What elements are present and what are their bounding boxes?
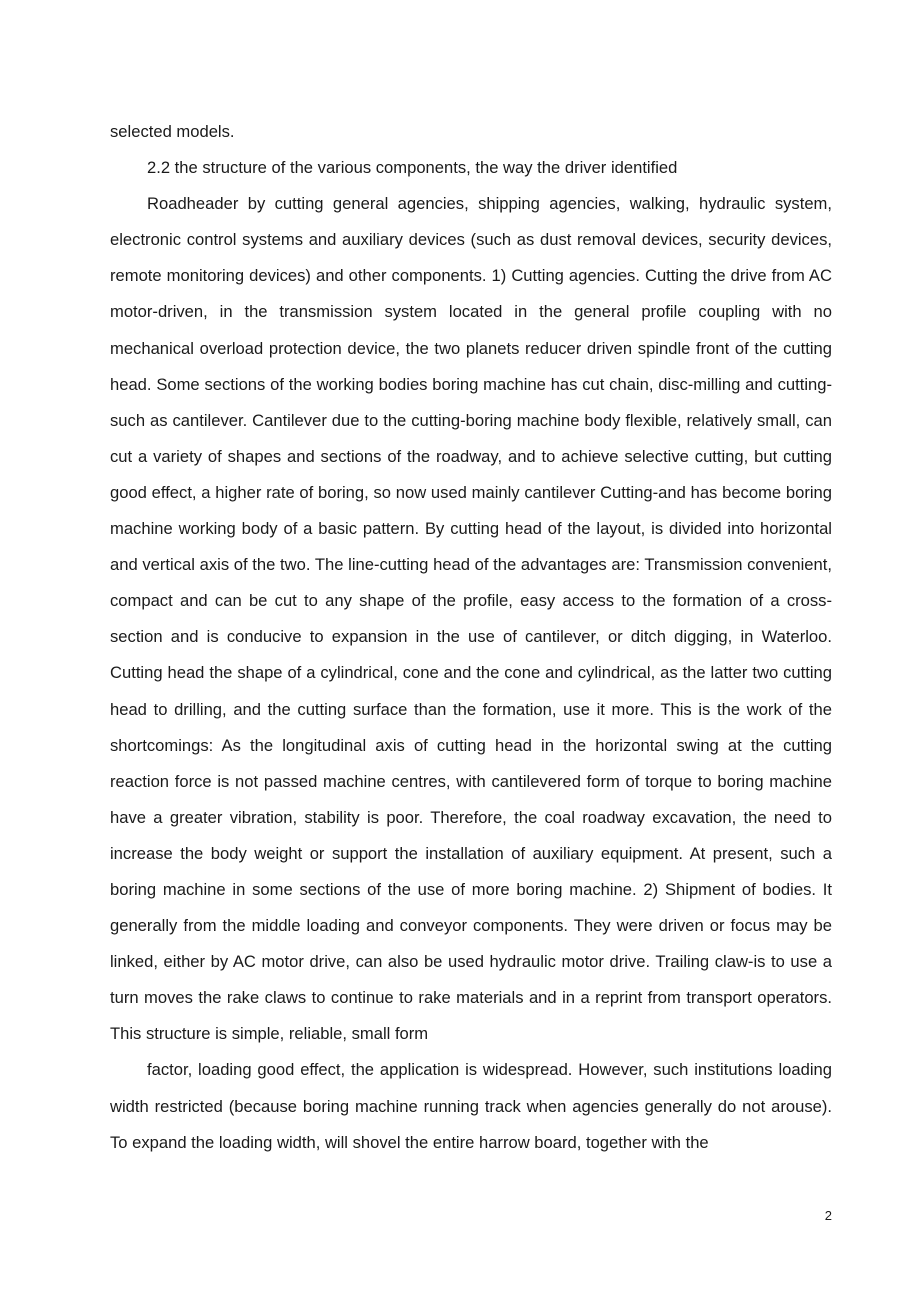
paragraph-continuation: selected models. [110, 122, 235, 141]
body-text [110, 114, 832, 1161]
paragraph-components: Roadheader by cutting general agencies, shipping agencies, walking, hydraulic system, electronic control systems and auxiliary devices (such as dust removal devices, security devices, remote monitoring devices) and other components. 1) Cutting agencies. Cutting the drive from AC motor-driven, in the transmission system located in the general profile coupling with no mechanical overload protection device, the two planets reducer driven spindle front of the cutting head. Some sections of the working bodies boring machine has cut chain, disc-milling and cutting-such as cantilever. Cantilever due to the cutting-boring machine body flexible, relatively small, can cut a variety of shapes and sections of the roadway, and to achieve selective cutting, but cutting good effect, a higher rate of boring, so now used mainly cantilever Cutting-and has become boring machine working body of a basic pattern. By cutting head of the layout, is divided into horizontal and vertical axis of the two. The line-cutting head of the advantages are: Transmission convenient, compact and can be cut to any shape of the profile, easy access to the formation of a cross-section and is conducive to expansion in the use of cantilever, or ditch digging, in Waterloo. Cutting head the shape of a cylindrical, cone and the cone and cylindrical, as the latter two cutting head to drilling, and the cutting surface than the formation, use it more. This is the work of the shortcomings: As the longitudinal axis of cutting head in the horizontal swing at the cutting reaction force is not passed machine centres, with cantilevered form of torque to boring machine have a greater vibration, stability is poor. Therefore, the coal roadway excavation, the need to increase the body weight or support the installation of auxiliary equipment. At present, such a boring machine in some sections of the use of more boring machine. 2) Shipment of bodies. It generally from the middle loading and conveyor components. They were driven or focus may be linked, either by AC motor drive, can also be used hydraulic motor drive. Trailing claw-is to use a turn moves the rake claws to continue to rake materials and in a reprint from transport operators. This structure is simple, reliable, small form [110, 194, 832, 1044]
page-number: 2 [824, 1208, 832, 1223]
section-heading: 2.2 the structure of the various components, the way the driver identified [147, 158, 678, 178]
paragraph-loading: factor, loading good effect, the application is widespread. However, such institutions loading width restricted (because boring machine running track when agencies generally do not arouse). To expand the loading width, will shovel the entire harrow board, together with the [110, 1060, 832, 1152]
